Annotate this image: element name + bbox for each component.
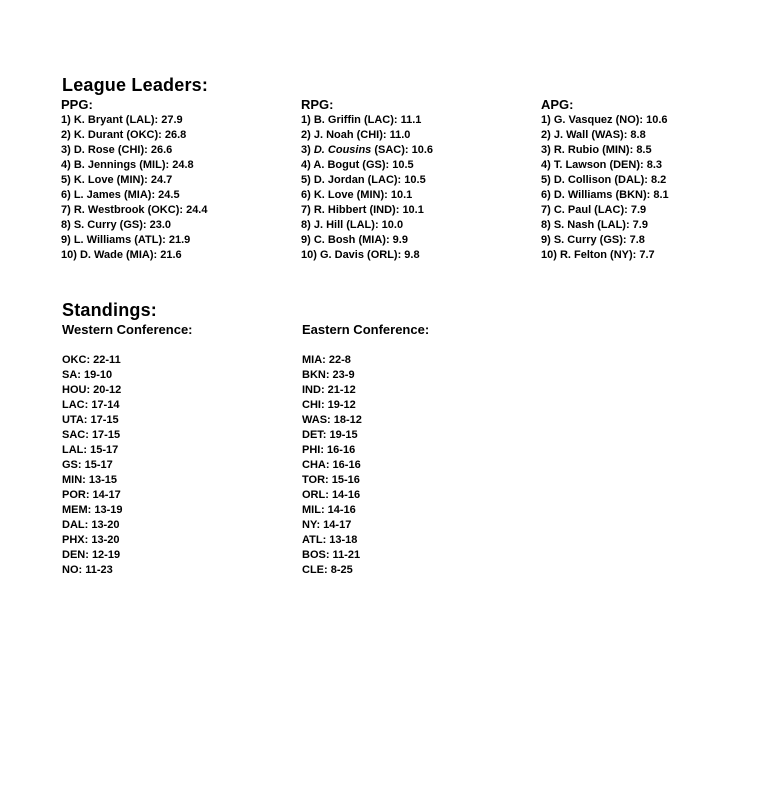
standings-row: NO: 11-23 bbox=[62, 564, 113, 576]
ppg-item: 6) L. James (MIA): 24.5 bbox=[61, 189, 180, 201]
standings-row: DAL: 13-20 bbox=[62, 519, 120, 531]
rpg-item bbox=[301, 143, 433, 158]
ppg-item: 8) S. Curry (GS): 23.0 bbox=[61, 219, 172, 231]
apg-item: 8) S. Nash (LAL): 7.9 bbox=[541, 219, 648, 231]
ppg-item: 1) K. Bryant (LAL): 27.9 bbox=[61, 114, 183, 126]
standings-row: GS: 15-17 bbox=[62, 459, 113, 471]
apg-item: 10) R. Felton (NY): 7.7 bbox=[541, 249, 655, 261]
ppg-item: 2) K. Durant (OKC): 26.8 bbox=[61, 129, 187, 141]
rpg-item: 10) G. Davis (ORL): 9.8 bbox=[301, 249, 420, 261]
east-standings-list bbox=[302, 353, 362, 578]
standings-row: NY: 14-17 bbox=[302, 519, 352, 531]
rpg-item: 8) J. Hill (LAL): 10.0 bbox=[301, 219, 404, 231]
rpg-item: 9) C. Bosh (MIA): 9.9 bbox=[301, 234, 408, 246]
ppg-item: 7) R. Westbrook (OKC): 24.4 bbox=[61, 204, 208, 216]
rpg-item-rank: 3) bbox=[301, 144, 314, 156]
standings-row: MEM: 13-19 bbox=[62, 504, 123, 516]
standings-row: WAS: 18-12 bbox=[302, 414, 362, 426]
ppg-header: PPG: bbox=[61, 97, 93, 112]
apg-item: 4) T. Lawson (DEN): 8.3 bbox=[541, 159, 663, 171]
standings-row: PHX: 13-20 bbox=[62, 534, 120, 546]
apg-item: 5) D. Collison (DAL): 8.2 bbox=[541, 174, 667, 186]
rpg-item-player: D. Cousins bbox=[313, 144, 372, 156]
standings-row: LAL: 15-17 bbox=[62, 444, 119, 456]
standings-row: HOU: 20-12 bbox=[62, 384, 122, 396]
standings-row: CLE: 8-25 bbox=[302, 564, 353, 576]
ppg-item: 3) D. Rose (CHI): 26.6 bbox=[61, 144, 173, 156]
western-conference-header: Western Conference: bbox=[62, 322, 193, 337]
ppg-list bbox=[61, 113, 208, 263]
standings-row: SA: 19-10 bbox=[62, 369, 113, 381]
eastern-conference-header: Eastern Conference: bbox=[302, 322, 430, 337]
standings-row: POR: 14-17 bbox=[62, 489, 121, 501]
apg-header: APG: bbox=[541, 97, 574, 112]
rpg-item: 1) B. Griffin (LAC): 11.1 bbox=[301, 114, 422, 126]
standings-row: MIN: 13-15 bbox=[62, 474, 118, 486]
rpg-item: 6) K. Love (MIN): 10.1 bbox=[301, 189, 413, 201]
standings-row: OKC: 22-11 bbox=[62, 354, 121, 366]
ppg-item: 10) D. Wade (MIA): 21.6 bbox=[61, 249, 182, 261]
west-standings-list bbox=[62, 353, 123, 578]
standings-row: DEN: 12-19 bbox=[62, 549, 121, 561]
apg-item: 6) D. Williams (BKN): 8.1 bbox=[541, 189, 669, 201]
standings-row: LAC: 17-14 bbox=[62, 399, 120, 411]
standings-row: CHA: 16-16 bbox=[302, 459, 361, 471]
standings-row: PHI: 16-16 bbox=[302, 444, 356, 456]
standings-row: UTA: 17-15 bbox=[62, 414, 119, 426]
rpg-item: 7) R. Hibbert (IND): 10.1 bbox=[301, 204, 424, 216]
ppg-item: 9) L. Williams (ATL): 21.9 bbox=[61, 234, 191, 246]
standings-row: SAC: 17-15 bbox=[62, 429, 121, 441]
apg-list bbox=[541, 113, 669, 263]
apg-item: 7) C. Paul (LAC): 7.9 bbox=[541, 204, 647, 216]
ppg-item: 4) B. Jennings (MIL): 24.8 bbox=[61, 159, 194, 171]
rpg-header: RPG: bbox=[301, 97, 334, 112]
rpg-item: 5) D. Jordan (LAC): 10.5 bbox=[301, 174, 426, 186]
league-leaders-title: League Leaders: bbox=[62, 75, 209, 95]
apg-item: 3) R. Rubio (MIN): 8.5 bbox=[541, 144, 652, 156]
standings-row: BOS: 11-21 bbox=[302, 549, 361, 561]
standings-row: DET: 19-15 bbox=[302, 429, 358, 441]
standings-row: MIA: 22-8 bbox=[302, 354, 351, 366]
standings-row: MIL: 14-16 bbox=[302, 504, 356, 516]
rpg-item: 4) A. Bogut (GS): 10.5 bbox=[301, 159, 414, 171]
rpg-item: 2) J. Noah (CHI): 11.0 bbox=[301, 129, 411, 141]
rpg-list bbox=[301, 113, 433, 263]
apg-item: 9) S. Curry (GS): 7.8 bbox=[541, 234, 645, 246]
standings-row: BKN: 23-9 bbox=[302, 369, 355, 381]
standings-row: CHI: 19-12 bbox=[302, 399, 356, 411]
standings-row: ORL: 14-16 bbox=[302, 489, 361, 501]
apg-item: 1) G. Vasquez (NO): 10.6 bbox=[541, 114, 668, 126]
ppg-item: 5) K. Love (MIN): 24.7 bbox=[61, 174, 173, 186]
rpg-item-rest: (SAC): 10.6 bbox=[371, 144, 434, 156]
standings-row: IND: 21-12 bbox=[302, 384, 356, 396]
apg-item: 2) J. Wall (WAS): 8.8 bbox=[541, 129, 646, 141]
standings-title: Standings: bbox=[62, 300, 157, 320]
standings-row: TOR: 15-16 bbox=[302, 474, 360, 486]
standings-row: ATL: 13-18 bbox=[302, 534, 358, 546]
